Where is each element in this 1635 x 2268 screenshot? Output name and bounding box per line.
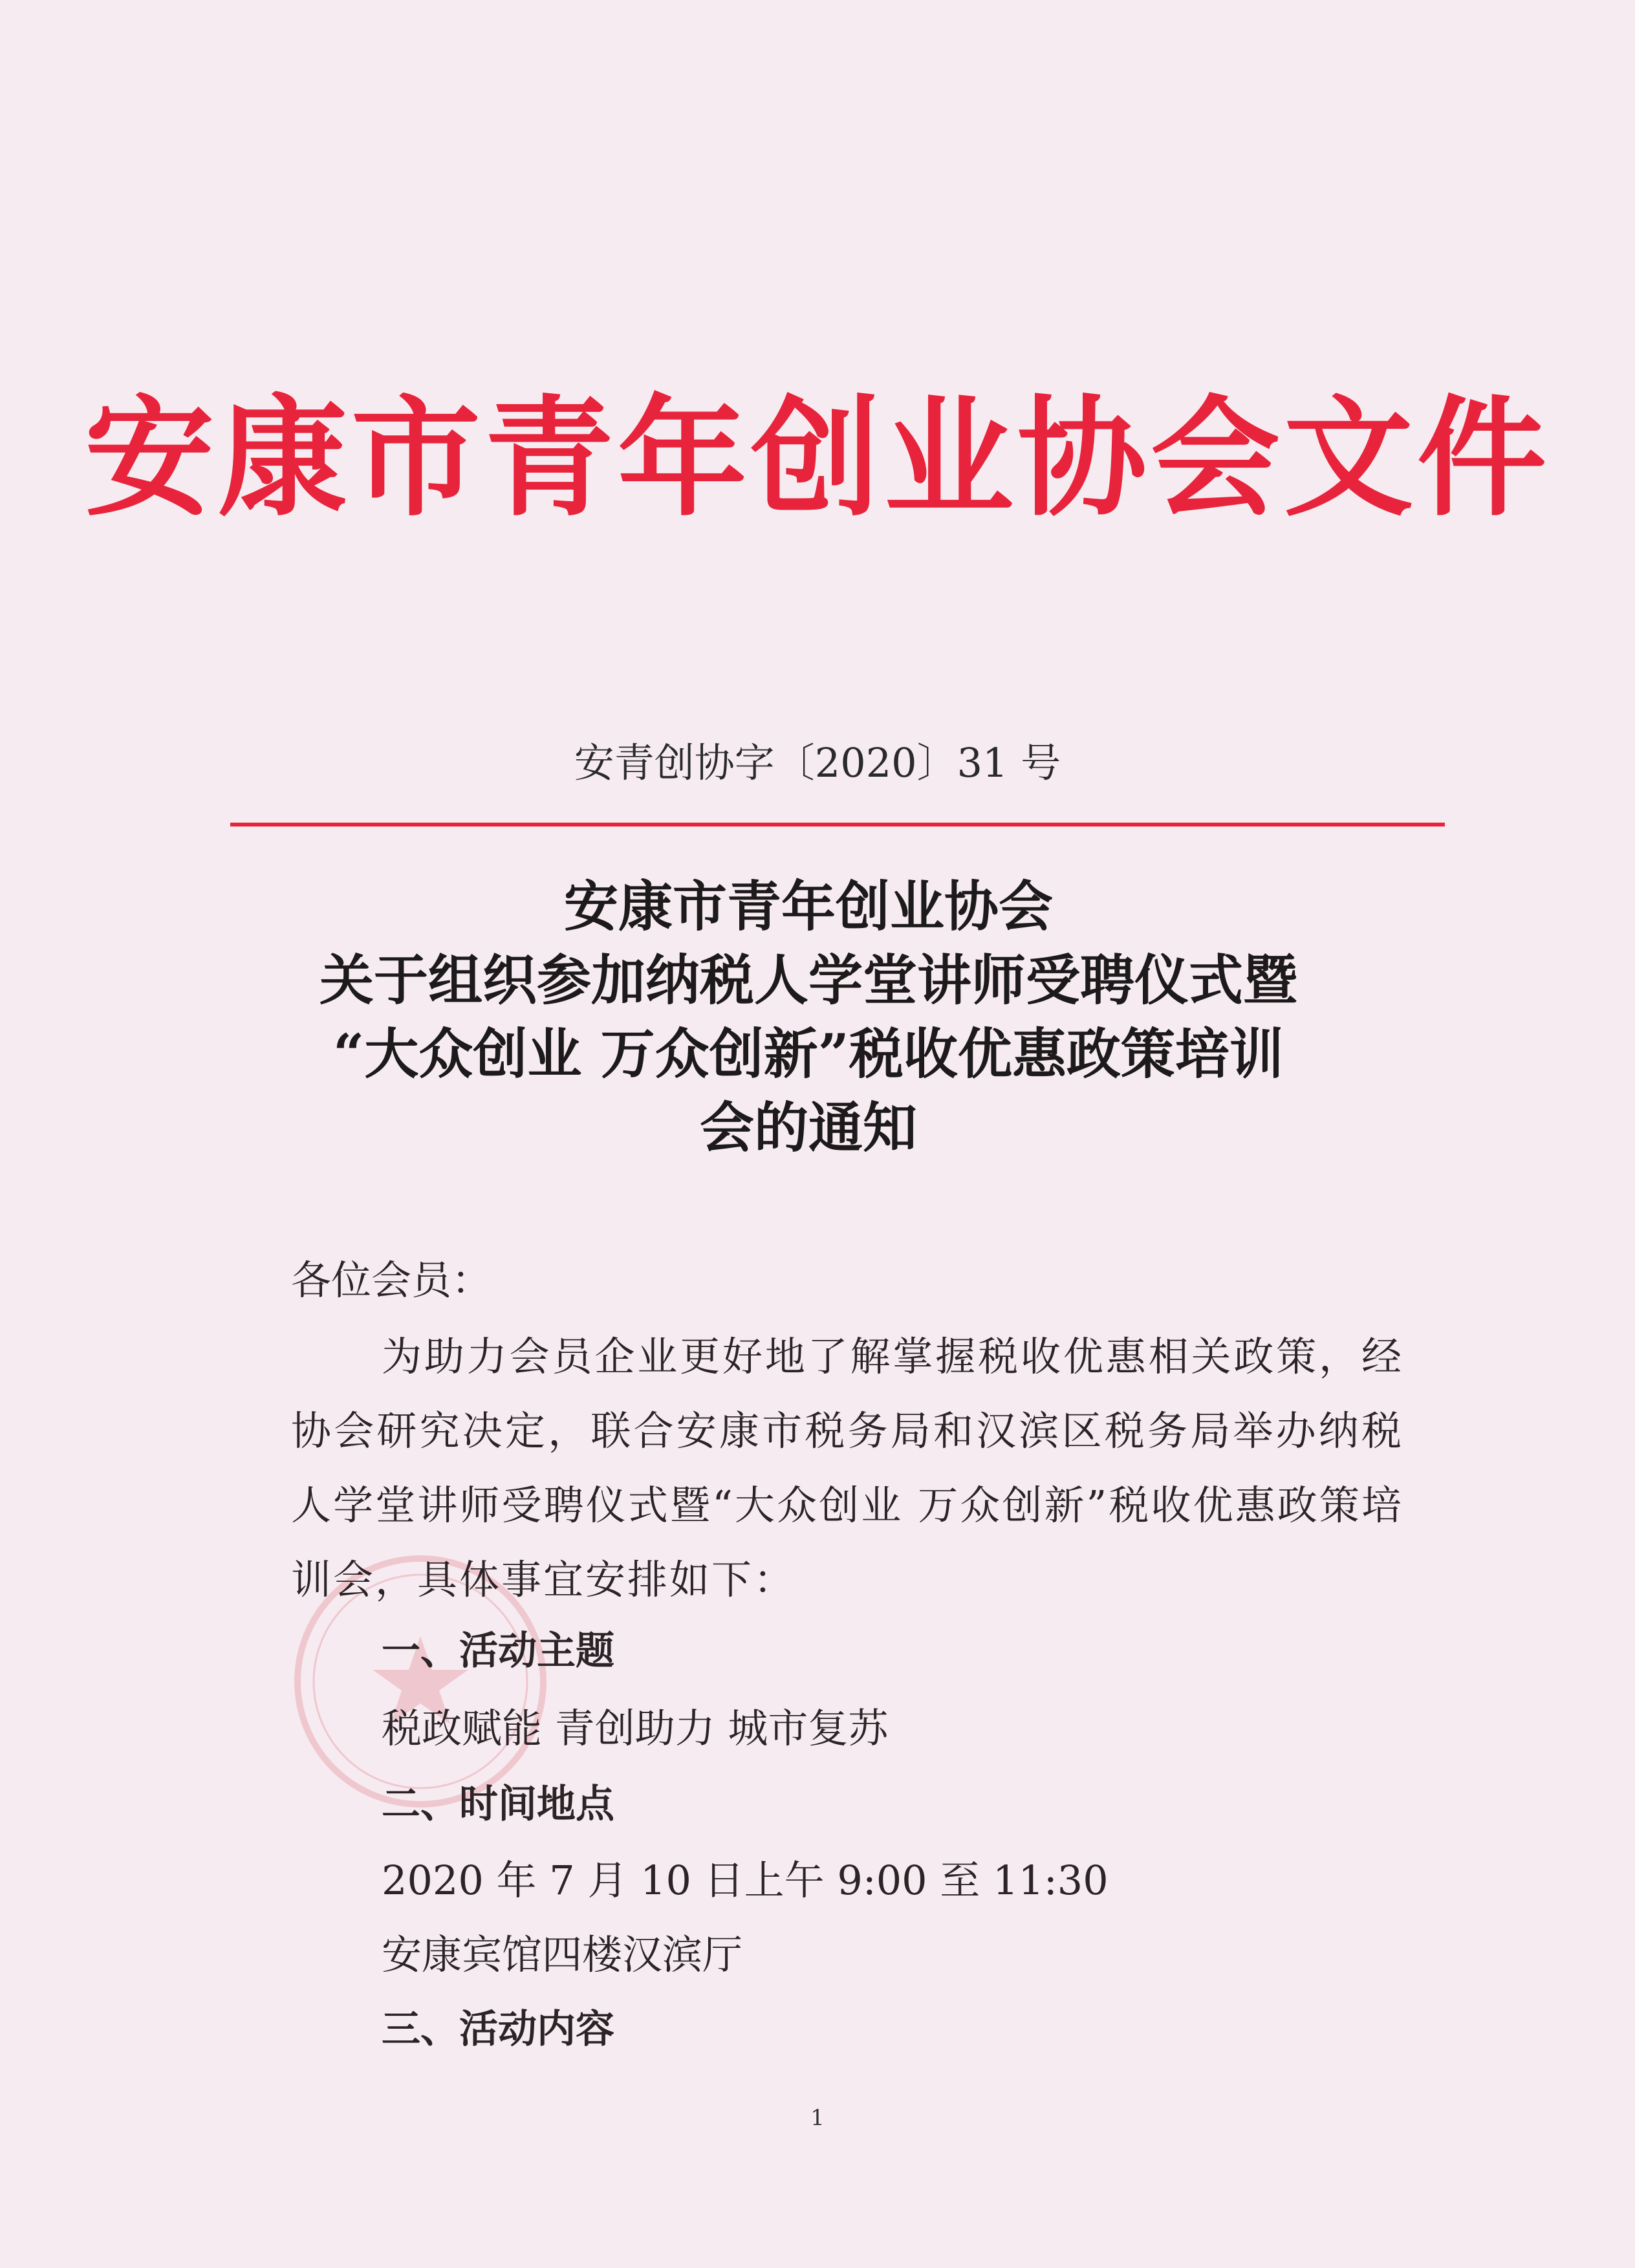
intro-paragraph-block: [291, 1319, 1403, 1617]
intro-paragraph: 为助力会员企业更好地了解掌握税收优惠相关政策，经协会研究决定，联合安康市税务局和汉滨区税务局举办纳税人学堂讲师受聘仪式暨“大众创业 万众创新”税收优惠政策培训会，具体事宜安排如下：: [291, 1333, 1403, 1603]
section-1-text: 税政赋能 青创助力 城市复苏: [382, 1705, 889, 1752]
title-line-1: 安康市青年创业协会: [563, 874, 1053, 938]
section-2-place: 安康宾馆四楼汉滨厅: [382, 1931, 743, 1978]
red-divider-line: [230, 823, 1445, 826]
document-number: 安青创协字〔2020〕31 号: [574, 739, 1061, 786]
title-line-3: “大众创业 万众创新”税收优惠政策培训: [333, 1022, 1284, 1086]
title-line-2: 关于组织参加纳税人学堂讲师受聘仪式暨: [319, 948, 1297, 1012]
section-2-heading: 二、时间地点: [382, 1782, 614, 1827]
notice-title: [194, 870, 1423, 1165]
masthead: 安康市青年创业协会文件: [84, 383, 1550, 534]
section-3-heading: 三、活动内容: [382, 2007, 614, 2052]
title-line-4: 会的通知: [699, 1096, 917, 1160]
section-1-heading: 一、活动主题: [382, 1628, 614, 1674]
section-2-time: 2020 年 7 月 10 日上午 9:00 至 11:30: [382, 1857, 1109, 1904]
salutation: 各位会员：: [291, 1257, 492, 1304]
page-number: 1: [810, 2105, 825, 2131]
